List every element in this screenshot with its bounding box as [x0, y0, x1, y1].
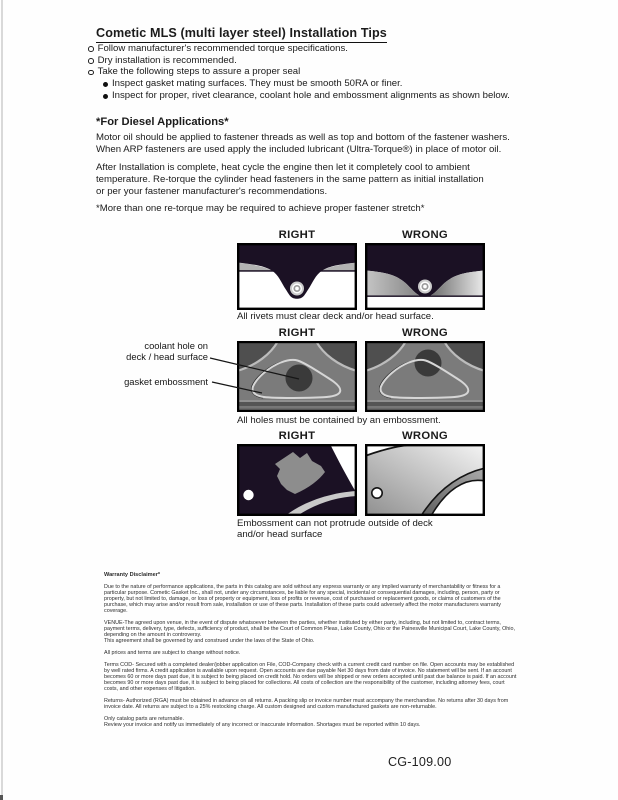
- open-bullet-icon: [88, 58, 94, 64]
- wrong-label: WRONG: [401, 327, 449, 339]
- scan-dot-artifact: [0, 795, 3, 800]
- tip-text: Inspect for proper, rivet clearance, coolant hole and embossment alignments as shown below.: [112, 89, 510, 101]
- diesel-paragraph-1: [96, 132, 510, 156]
- disclaimer-paragraph: This agreement shall be governed by and construed under the laws of the State of Ohio.: [104, 638, 315, 645]
- coolant-hole-label: deck / head surface: [126, 350, 208, 362]
- coolant-hole-label: coolant hole on: [144, 340, 208, 351]
- diesel-heading: *For Diesel Applications*: [96, 116, 229, 128]
- disclaimer-paragraph: Returns- Authorized (RGA) must be obtained in advance on all returns. A packing slip or invoice number must accompany the merchandise. No returns after 30 days from invoice date. All returns are subject to a 25% restocking charge. All custom designed and custom manufactured gaskets are non-returnable.: [104, 697, 509, 710]
- retorque-note: [96, 203, 425, 215]
- row3-caption: [237, 518, 433, 540]
- wrong-label: WRONG: [401, 430, 449, 442]
- tip-text: Follow manufacturer's recommended torque specifications.: [97, 43, 348, 54]
- text-line: or per your fastener manufacturer's recommendations.: [96, 185, 328, 197]
- disclaimer-paragraph: Review your invoice and notify us immediately of any incorrect or inaccurate information. Shortages must be reported within 10 days.: [104, 721, 421, 728]
- open-bullet-icon: [88, 70, 94, 76]
- diagram-protrude-wrong: [365, 444, 485, 516]
- warranty-disclaimer: [104, 572, 518, 734]
- tip-text: Inspect gasket mating surfaces. They must be smooth 50RA or finer.: [112, 78, 403, 90]
- text-line: When ARP fasteners are used apply the included lubricant (Ultra-Torque®) in place of motor oil.: [96, 143, 502, 155]
- list-item: [88, 66, 510, 78]
- scan-edge-artifact: [1, 0, 3, 800]
- list-item: [88, 43, 510, 55]
- installation-tips-list: [88, 43, 510, 102]
- filled-bullet-icon: [103, 82, 108, 87]
- page-title: Cometic MLS (multi layer steel) Installation Tips: [96, 26, 387, 43]
- tip-text: Dry installation is recommended.: [97, 54, 237, 66]
- diagram-embossment-wrong: [365, 341, 485, 412]
- row1-caption: All rivets must clear deck and/or head surface.: [237, 311, 434, 322]
- disclaimer-paragraph: Terms COD- Secured with a completed dealer/jobber application on File, COD-Company check with a current credit card number on file. Open accounts may be established by well rated firms. A credit application is available upon request. Open accounts are due payable Net 30 days from date of invoice. No statement will be sent. If an account becomes 60 or more days past due, it is subject to being placed on credit hold. No orders will be shipped or new orders accepted until past due balance is paid. If an account becomes 90 or more days past due, it is subject to being placed for collections. All costs of collection are the responsibility of the customer, including attorney fees, court costs, and other expenses of litigation.: [104, 661, 517, 693]
- filled-bullet-icon: [103, 94, 108, 99]
- text-line: After Installation is complete, heat cycle the engine then let it completely cool to ambient: [96, 162, 470, 173]
- wrong-label: WRONG: [401, 229, 449, 241]
- row2-annotations: [100, 341, 208, 387]
- diesel-paragraph-2: [96, 162, 484, 198]
- text-line: Motor oil should be applied to fastener threads as well as top and bottom of the fastener washers.: [96, 132, 510, 143]
- bolt-hole: [372, 488, 382, 498]
- diagram-protrude-right: [237, 444, 357, 516]
- page-number: CG-109.00: [388, 755, 452, 769]
- list-item: [103, 78, 510, 90]
- disclaimer-paragraph: Due to the nature of performance applications, the parts in this catalog are sold without any express warranty or any implied warranty of merchantability or fitness for a particular purpose. Cometic Gasket Inc., shall not, under any circumstances, be liable for any special, incidental or consequential damages, including, person, party or property, but not limited to, damage, or loss of property or equipment, loss of profits or revenue, cost of purchased or replacement goods, or claims of customers of the purchase, which may arise and/or result from sale, installation or use of these parts. Installation of these parts could adversely affect the motor manufacturers warranty coverage.: [104, 584, 501, 615]
- list-item: [103, 90, 510, 102]
- coolant-hole: [415, 350, 442, 377]
- gasket-embossment-label: gasket embossment: [124, 375, 208, 387]
- text-line: and/or head surface: [237, 529, 323, 541]
- disclaimer-paragraph: All prices and terms are subject to change without notice.: [104, 650, 241, 657]
- disclaimer-heading: Warranty Disclaimer*: [104, 572, 161, 578]
- open-bullet-icon: [88, 46, 94, 52]
- right-label: RIGHT: [278, 327, 316, 339]
- diagram-rivet-right: [237, 243, 357, 310]
- diagram-rivet-wrong: [365, 243, 485, 310]
- leader-lines: [206, 352, 304, 398]
- disclaimer-paragraph: Only catalog parts are returnable.: [104, 715, 185, 722]
- tip-text: Take the following steps to assure a proper seal: [97, 66, 301, 78]
- text-line: *More than one re-torque may be required to achieve proper fastener stretch*: [96, 203, 425, 214]
- text-line: temperature. Re-torque the cylinder head fasteners in the same pattern as initial installation: [96, 173, 484, 185]
- bolt-hole: [243, 490, 253, 500]
- text-line: Embossment can not protrude outside of deck: [237, 518, 433, 529]
- disclaimer-paragraph: VENUE-The agreed upon venue, in the event of dispute whatsoever between the parties, whether instituted by either party, including, but not limited to, contract terms, payment terms, delivery, type, defects, sufficiency of product, shall be the Court of Common Pleas, Lake County, Ohio or the Painesville Municipal Court, Lake County, Ohio, depending on the amount in controversy.: [104, 620, 515, 639]
- right-label: RIGHT: [278, 229, 316, 241]
- right-label: RIGHT: [278, 430, 316, 442]
- row2-caption: All holes must be contained by an embossment.: [237, 415, 441, 426]
- list-item: [88, 55, 510, 67]
